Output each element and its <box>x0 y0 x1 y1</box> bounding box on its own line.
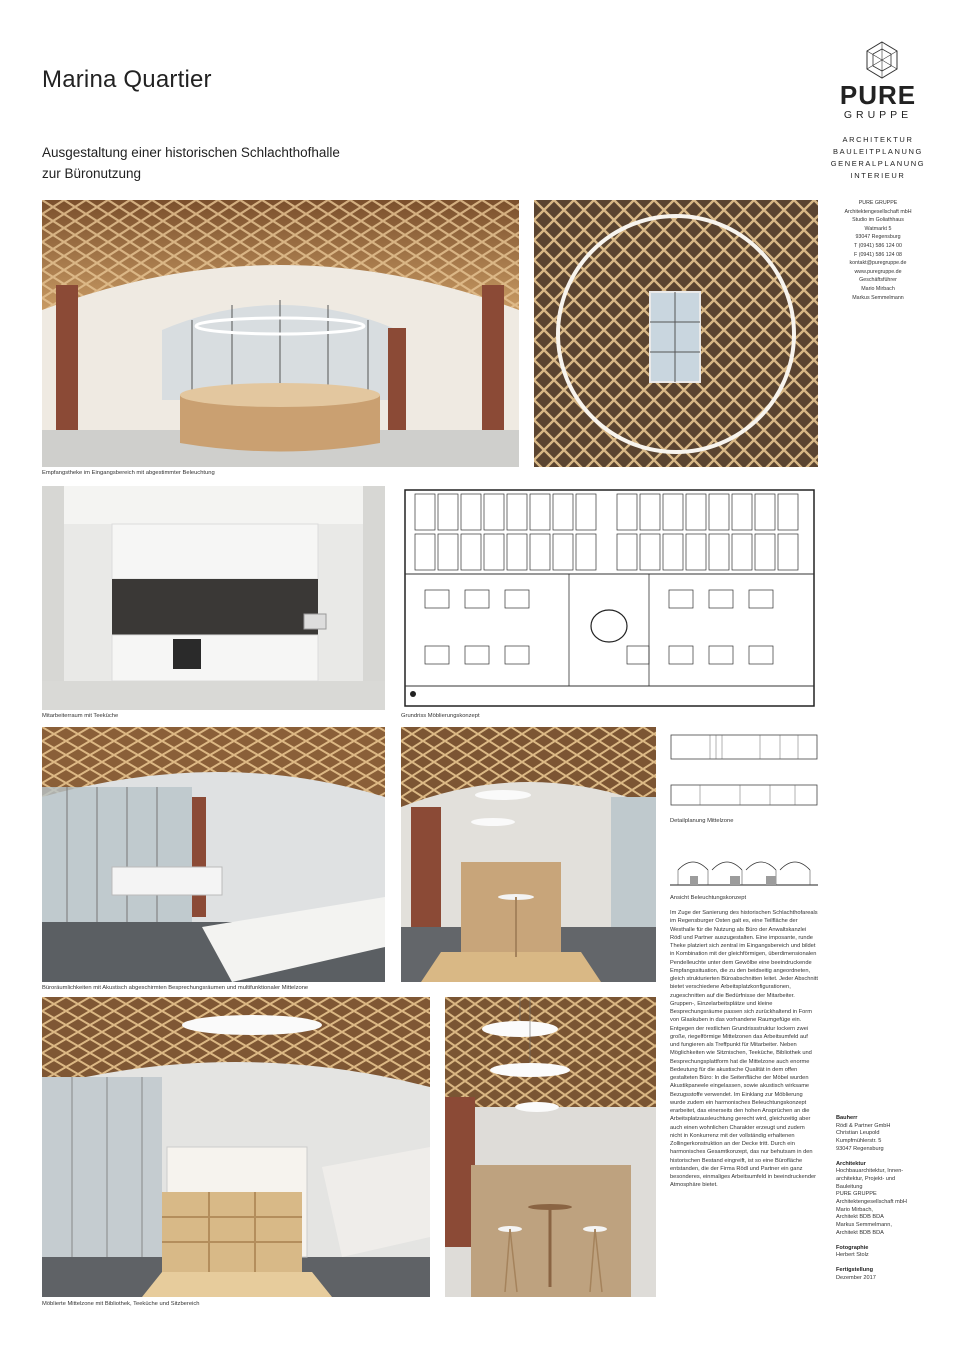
caption-floorplan: Grundriss Möblierungskonzept <box>401 713 480 719</box>
credit-line: Dezember 2017 <box>836 1274 876 1281</box>
credit-line: Herbert Stolz <box>836 1252 869 1259</box>
contact-line: Markus Semmelmann <box>852 294 904 301</box>
credit-line: Kumpfmühlerstr. 5 <box>836 1138 882 1145</box>
brand-sub: GRUPPE <box>843 109 913 121</box>
credit-line: Christian Leupold <box>836 1130 880 1137</box>
credit-line: Mario Mirbach, <box>836 1206 873 1213</box>
contact-line: kontakt@puregruppe.de <box>849 260 907 267</box>
credit-client <box>836 1115 936 1154</box>
detail-drawings <box>670 731 818 813</box>
caption-detail: Detailplanung Mittelzone <box>670 818 734 824</box>
discipline: BAULEITPLANUNG <box>833 147 923 156</box>
caption-office: Büroräumlichkeiten mit Akustisch abgeschirmten Besprechungsräumen und multifunktionaler Mittelzone <box>42 985 309 991</box>
photo-meeting-point <box>401 727 656 982</box>
discipline: GENERALPLANUNG <box>830 159 926 168</box>
contact-line: T (0941) 586 124 00 <box>854 242 902 249</box>
caption-lighting: Ansicht Beleuchtungskonzept <box>670 895 747 901</box>
credits-block <box>836 1115 936 1289</box>
credit-line: Hochbauarchitektur, Innen- <box>836 1168 904 1175</box>
caption-reception: Empfangstheke im Eingangsbereich mit abgestimmter Beleuchtung <box>42 470 215 476</box>
contact-block <box>820 199 936 302</box>
contact-line: F (0941) 586 124 08 <box>853 251 902 258</box>
credit-line: 93047 Regensburg <box>836 1145 884 1152</box>
photo-office <box>42 727 385 982</box>
credit-heading: Fotographie <box>836 1244 869 1251</box>
credit-line: Bauleitung <box>836 1183 863 1190</box>
caption-kitchen: Mitarbeiterraum mit Teeküche <box>42 713 119 719</box>
floorplan-drawing <box>401 486 818 710</box>
contact-line: Geschäftsführer <box>859 277 897 284</box>
credit-line: Markus Semmelmann, <box>836 1222 892 1229</box>
brand-disciplines <box>820 134 936 182</box>
credit-line: Architekt BDB BDA <box>836 1229 884 1236</box>
credit-line: architektur, Projekt- und <box>836 1175 896 1182</box>
page-subtitle <box>42 142 382 184</box>
subtitle-line-1: Ausgestaltung einer historischen Schlachthofhalle <box>42 145 340 160</box>
lighting-elevation <box>670 840 818 890</box>
contact-line: Studio im Goliathhaus <box>852 217 904 224</box>
page-title: Marina Quartier <box>42 66 212 93</box>
project-description: Im Zuge der Sanierung des historischen Schlachthofareals im Regensburger Osten galt es, eine Teilfläche der Westhalle für die Nutzung als Büro der Anwaltskanzlei Rödl und Partner auszugestalten. Eine imposante, runde Theke platziert sich zentral im Eingangsbereich und bildet in Kombination mit der gleichförmigen, überdimensionalen Pendelleuchte unter dem Gewölbe eine beeindruckende Empfangssituation, die zu den beidseitig angeordneten, gleich strukturierten Büroabschnitten leitet. Jeder Abschnitt bietet verschiedene Arbeitsplatzkonfigurationen, zugeschnitten auf die Bedürfnisse der Mitarbeiter. Gruppen-, Einzelarbeitsplätze und kleine Besprechungsräume passen sich zurückhaltend in Form von Glaskuben in das vorhandene Raumgefüge ein. Entgegen der restlichen Grundrissstruktur lockern zwei große, riegelförmige Mittelzonen das Arbeitsumfeld auf und fungieren als Treffpunkt für Mitarbeiter. Neben Möglichkeiten wie Sitznischen, Teeküche, Bibliothek und Besprechungsplattform hat die Mittelzone auch enorme Bedeutung für die akustische Qualität in dem offen gestalteten Büro: In die Seitenfläche der Möbel wurden Akustikpaneele eingelassen, sowie akustisch wirksame Bezugsstoffe verwendet. Im Einklang zur Möblierung wurde zudem ein harmonisches Beleuchtungskonzept erarbeitet, das einerseits den hohen Ansprüchen an die Arbeitsplatzausleuchtung gerecht wird, gleichzeitig aber auch einen wohnlichen Charakter erzeugt und zudem nicht in Konkurrenz mit der vollständig erhaltenen Zollingerkonstruktion an der Decke tritt. Durch ein harmonisches Gesamtkonzept, das nur behutsam in den historischen Bestand eingreift, ist so eine Bürofläche entstanden, die der Firma Rödl und Partner ein ganz besonderes, einmaliges Arbeitsumfeld in beeindruckender Atmosphäre bietet. <box>670 910 818 1189</box>
credit-photography <box>836 1245 936 1260</box>
contact-line: Architektengesellschaft mbH <box>844 208 912 215</box>
credit-heading: Architektur <box>836 1160 866 1167</box>
discipline: ARCHITEKTUR <box>842 135 914 144</box>
contact-line: Watmarkt 5 <box>864 225 892 232</box>
hexagon-logo-icon <box>862 40 902 80</box>
contact-line: 93047 Regensburg <box>855 234 901 241</box>
credit-heading: Bauherr <box>836 1115 858 1121</box>
caption-middle-zone: Möblierte Mittelzone mit Bibliothek, Teeküche und Sitzbereich <box>42 1301 200 1307</box>
credit-line: PURE GRUPPE <box>836 1191 877 1198</box>
credit-completion <box>836 1267 936 1282</box>
photo-ceiling-light <box>534 200 818 467</box>
photo-kitchen <box>42 486 385 710</box>
contact-line: www.puregruppe.de <box>854 268 902 275</box>
brand-name: PURE <box>839 80 917 110</box>
photo-pendant-lights <box>445 997 656 1297</box>
credit-heading: Fertigstellung <box>836 1266 873 1273</box>
discipline: INTERIEUR <box>850 171 906 180</box>
contact-line: PURE GRUPPE <box>858 200 898 206</box>
credit-line: Rödl & Partner GmbH <box>836 1122 891 1129</box>
credit-architecture <box>836 1161 936 1238</box>
photo-middle-zone <box>42 997 430 1297</box>
subtitle-line-2: zur Büronutzung <box>42 166 142 181</box>
credit-line: Architekt BDB BDA <box>836 1214 884 1221</box>
credit-line: Architektengesellschaft mbH <box>836 1199 907 1206</box>
photo-reception <box>42 200 519 467</box>
contact-line: Mario Mirbach <box>861 285 895 292</box>
